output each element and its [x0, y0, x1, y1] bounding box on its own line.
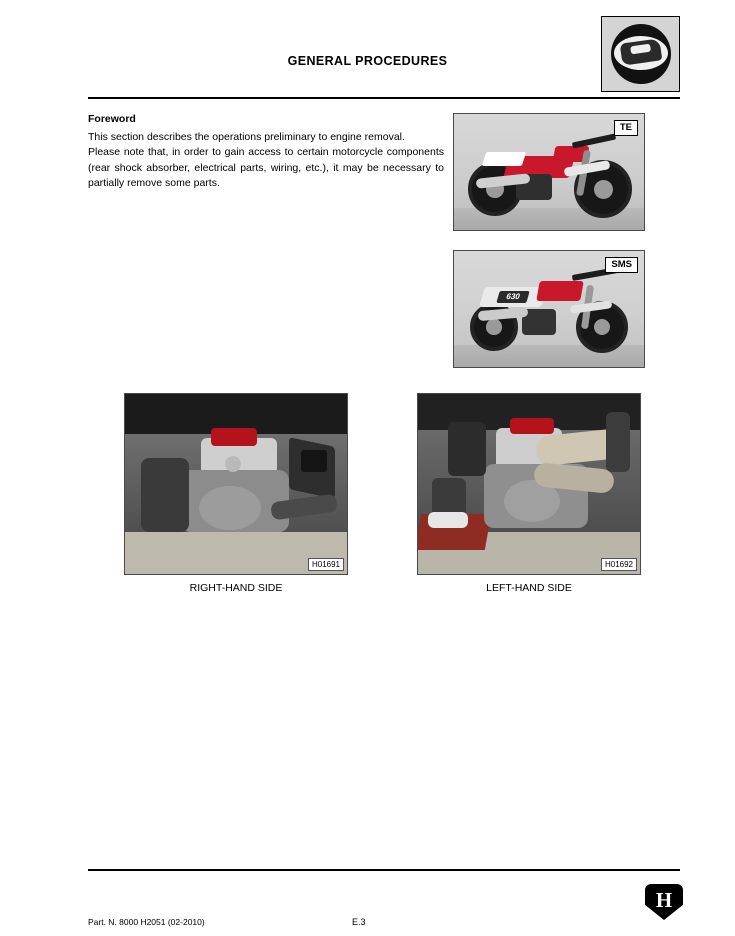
caption-right-hand-side: RIGHT-HAND SIDE [189, 582, 283, 594]
figure-te-motorcycle [453, 113, 645, 231]
rh-graphic-badge [301, 450, 327, 472]
rh-spark-plug-cap [225, 456, 241, 472]
figure-right-hand-side-code: H01691 [308, 558, 344, 571]
lh-red-frame-member [510, 418, 554, 434]
page-title: GENERAL PROCEDURES [287, 54, 448, 68]
rh-red-cover [211, 428, 257, 446]
header-divider [88, 97, 680, 99]
figure-right-hand-side [124, 393, 348, 575]
figure-sms-motorcycle [453, 250, 645, 368]
lh-person-shoe [428, 512, 468, 528]
figure-te-label: TE [614, 120, 638, 136]
foreword-paragraph: Please note that, in order to gain access to certain motorcycle components (rear shock absorber, electrical parts, wiring, etc.), it may be necessary to partially remove some parts. [88, 146, 444, 189]
lh-dark-component [448, 422, 486, 476]
husqvarna-logo-icon [645, 884, 683, 920]
footer-divider [88, 869, 680, 871]
figure-left-hand-side-code: H01692 [601, 558, 637, 571]
lh-rear-shock [606, 412, 630, 472]
footer-part-number: Part. N. 8000 H2051 (02-2010) [88, 917, 205, 927]
footer-page-number: E.3 [352, 917, 366, 927]
foreword-block [88, 113, 444, 192]
logo-letter: H [655, 888, 673, 912]
foreword-heading: Foreword [88, 113, 136, 125]
sms-number-plate: 630 [496, 291, 529, 303]
figure-left-hand-side [417, 393, 641, 575]
rh-clutch-cover [199, 486, 261, 530]
sms-fuel-tank [536, 281, 584, 301]
foreword-line-1: This section describes the operations preliminary to engine removal. [88, 131, 405, 143]
te-rear-fender [482, 152, 527, 166]
engine-section-icon [601, 16, 680, 92]
te-handlebar [572, 133, 616, 148]
figure-sms-label: SMS [605, 257, 638, 273]
rh-left-dark-component [141, 458, 189, 532]
caption-left-hand-side: LEFT-HAND SIDE [486, 582, 572, 594]
